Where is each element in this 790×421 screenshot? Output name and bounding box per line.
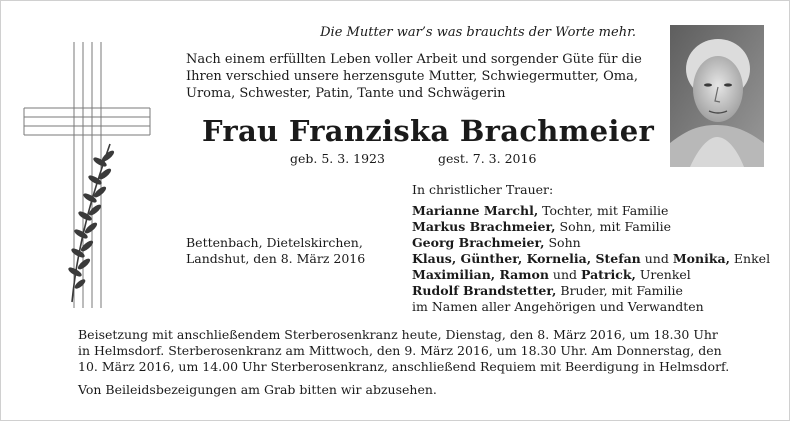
portrait-image xyxy=(670,25,764,167)
mourner-name: Monika, xyxy=(672,251,730,266)
mourner-line xyxy=(412,283,770,299)
mourning-label: In christlicher Trauer: xyxy=(412,182,554,197)
mourner-line xyxy=(412,203,770,219)
funeral-line: in Helmsdorf. Sterberosenkranz am Mittwoch, den 9. März 2016, um 18.30 Uhr. Am Donnerstag, den xyxy=(78,343,722,358)
portrait-photo xyxy=(670,25,764,167)
death-date: gest. 7. 3. 2016 xyxy=(438,151,537,166)
intro-line: Ihren verschied unsere herzensgute Mutter, Schwiegermutter, Oma, xyxy=(186,69,638,84)
mourner-line xyxy=(412,299,770,315)
mourner-relation: Urenkel xyxy=(635,267,691,282)
mourner-name: Marianne Marchl, xyxy=(412,203,539,218)
motto: Die Mutter war’s was brauchts der Worte mehr. xyxy=(320,25,636,40)
mourner-line xyxy=(412,267,770,283)
mourner-relation: Bruder, mit Familie xyxy=(556,283,683,298)
intro-line: Nach einem erfüllten Leben voller Arbeit und sorgender Güte für die xyxy=(186,52,642,67)
mourner-name: Rudolf Brandstetter, xyxy=(412,283,557,298)
mourner-relation: im Namen aller Angehörigen und Verwandten xyxy=(412,299,704,314)
mourner-name: Maximilian, Ramon xyxy=(412,267,549,282)
mourner-relation: und xyxy=(548,267,581,282)
mourner-relation: Sohn xyxy=(544,235,581,250)
funeral-details xyxy=(78,327,768,375)
mourner-line xyxy=(412,235,770,251)
mourner-relation: Tochter, mit Familie xyxy=(538,203,669,218)
mourner-relation: Enkel xyxy=(729,251,771,266)
mourner-name: Patrick, xyxy=(581,267,636,282)
funeral-line: 10. März 2016, um 14.00 Uhr Sterberosenkranz, anschließend Requiem mit Beerdigung in Helmsdorf. xyxy=(78,359,730,374)
birth-date: geb. 5. 3. 1923 xyxy=(290,151,385,166)
closing-note: Von Beileidsbezeigungen am Grab bitten wir abzusehen. xyxy=(78,382,437,397)
funeral-line: Beisetzung mit anschließendem Sterberosenkranz heute, Dienstag, den 8. März 2016, um 18.30 Uhr xyxy=(78,327,718,342)
intro-text xyxy=(186,51,666,102)
mourner-relation: Sohn, mit Familie xyxy=(555,219,672,234)
intro-line: Uroma, Schwester, Patin, Tante und Schwägerin xyxy=(186,86,506,101)
mourner-line xyxy=(412,251,770,267)
deceased-name: Frau Franziska Brachmeier xyxy=(202,114,655,148)
mourner-name: Georg Brachmeier, xyxy=(412,235,545,250)
cross-with-branch-icon xyxy=(22,40,152,312)
mourners-list xyxy=(412,203,770,315)
mourner-name: Klaus, Günther, Kornelia, Stefan xyxy=(412,251,641,266)
mourner-name: Markus Brachmeier, xyxy=(412,219,556,234)
place-line: Bettenbach, Dietelskirchen, xyxy=(186,235,363,250)
place-line: Landshut, den 8. März 2016 xyxy=(186,251,366,266)
place-and-date xyxy=(186,235,365,267)
mourner-relation: und xyxy=(640,251,673,266)
mourner-line xyxy=(412,219,770,235)
